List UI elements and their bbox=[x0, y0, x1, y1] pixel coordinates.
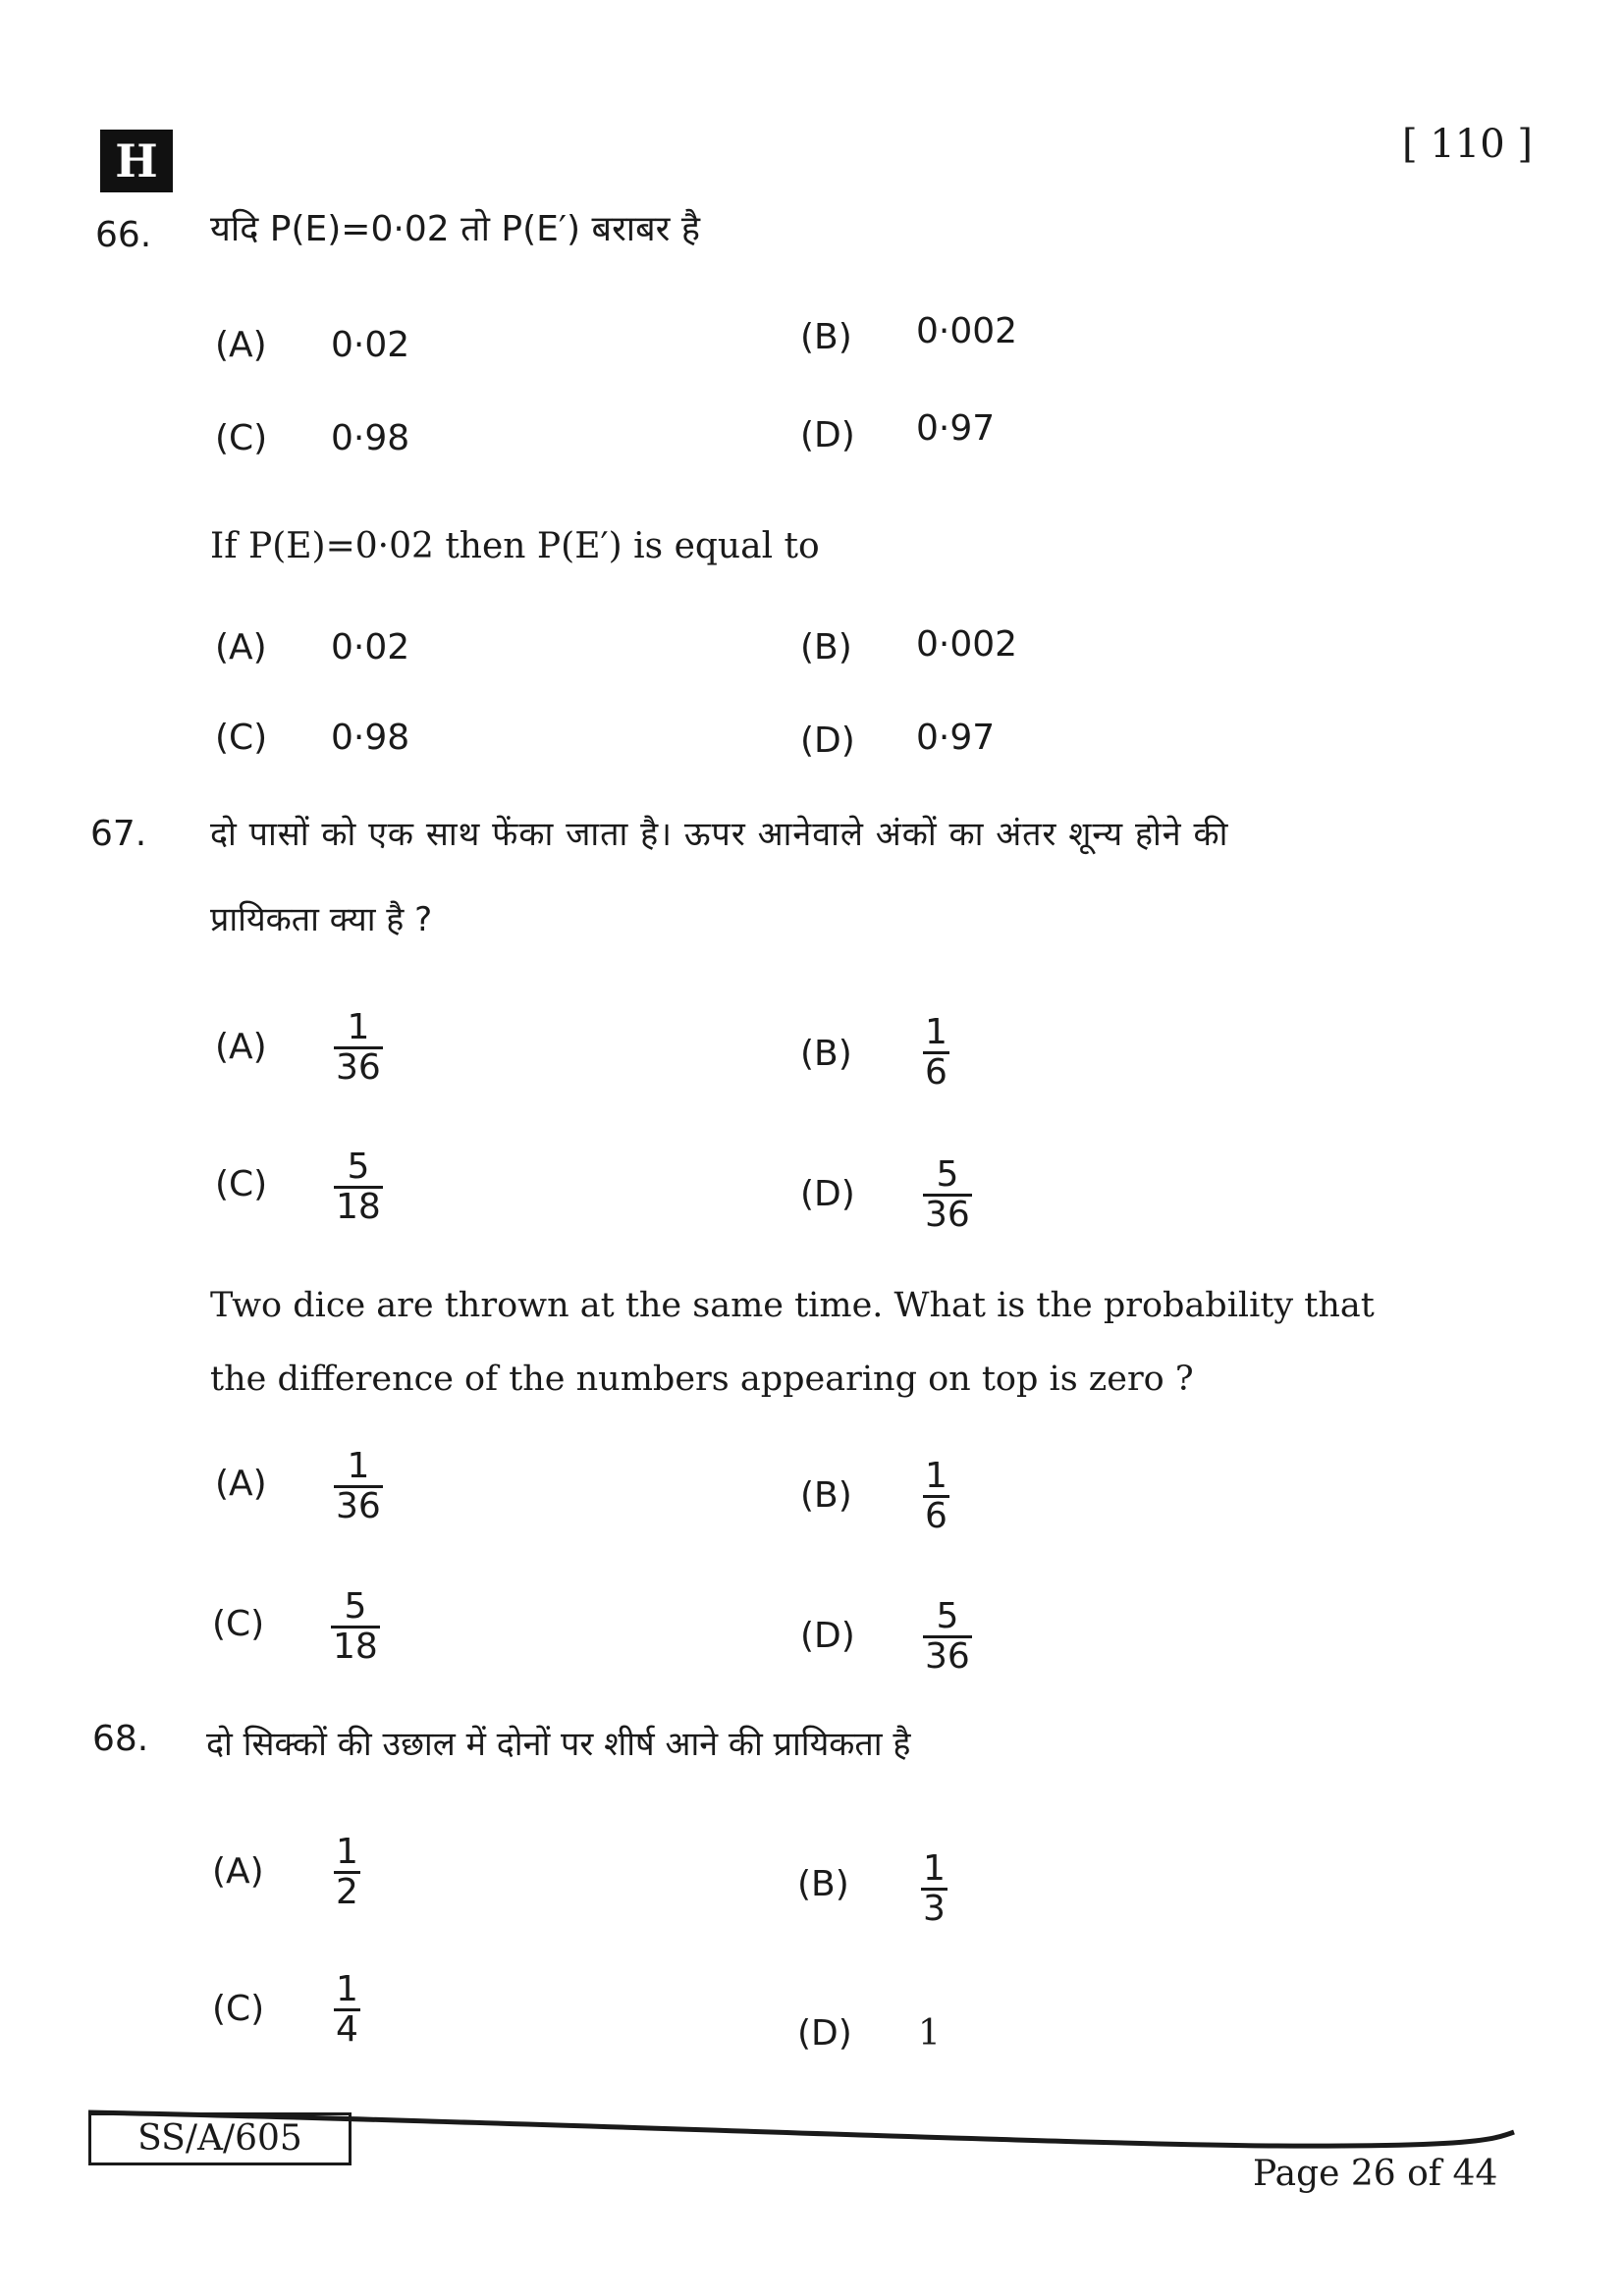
fraction: $\frac{1}{2}$ bbox=[336, 1832, 358, 1912]
option-label: (D) bbox=[800, 1616, 855, 1656]
option-value: 0·02 bbox=[331, 325, 410, 365]
fraction: $\frac{5}{36}$ bbox=[925, 1596, 970, 1677]
option-label: (B) bbox=[800, 317, 852, 357]
set-label-badge: H bbox=[100, 130, 173, 192]
option-label: (B) bbox=[800, 1034, 852, 1074]
fraction: $\frac{5}{36}$ bbox=[925, 1154, 970, 1235]
option-value: 0·98 bbox=[331, 718, 410, 758]
fraction: $\frac{1}{36}$ bbox=[336, 1446, 381, 1526]
option-value: 1 bbox=[918, 2013, 941, 2054]
question-text-hindi: दो पासों को एक साथ फेंका जाता है। ऊपर आनेवाले अंकों का अंतर शून्य होने की bbox=[210, 815, 1229, 854]
option-value: 0·002 bbox=[916, 624, 1018, 665]
option-label: (C) bbox=[215, 1164, 268, 1204]
option-label: (C) bbox=[215, 418, 268, 458]
page-code: [ 110 ] bbox=[1402, 122, 1533, 167]
question-text-hindi: प्रायिकता क्या है ? bbox=[210, 900, 433, 939]
option-label: (B) bbox=[800, 627, 852, 667]
option-value: 0·97 bbox=[916, 408, 996, 449]
option-label: (D) bbox=[800, 415, 855, 455]
option-label: (C) bbox=[215, 718, 268, 758]
fraction: $\frac{5}{18}$ bbox=[333, 1586, 378, 1667]
option-label: (A) bbox=[215, 627, 267, 667]
option-label: (D) bbox=[797, 2013, 852, 2054]
question-text-english: If P(E)=0·02 then P(E′) is equal to bbox=[210, 526, 820, 566]
fraction: $\frac{1}{4}$ bbox=[336, 1969, 358, 2050]
question-number: 67. bbox=[90, 814, 147, 854]
question-text-hindi: दो सिक्कों की उछाल में दोनों पर शीर्ष आने की प्रायिकता है bbox=[206, 1725, 911, 1764]
question-text-english: the difference of the numbers appearing on top is zero ? bbox=[210, 1360, 1194, 1399]
option-label: (B) bbox=[800, 1475, 852, 1516]
option-label: (B) bbox=[797, 1864, 849, 1904]
question-text-english: Two dice are thrown at the same time. What is the probability that bbox=[210, 1286, 1375, 1325]
option-label: (C) bbox=[212, 1989, 265, 2029]
option-value: 0·97 bbox=[916, 718, 996, 758]
option-label: (A) bbox=[212, 1851, 264, 1892]
fraction: $\frac{1}{36}$ bbox=[336, 1007, 381, 1088]
option-label: (D) bbox=[800, 721, 855, 761]
fraction: $\frac{1}{6}$ bbox=[925, 1012, 947, 1093]
option-label: (A) bbox=[215, 1027, 267, 1067]
option-label: (A) bbox=[215, 325, 267, 365]
paper-code: SS/A/605 bbox=[88, 2112, 352, 2165]
question-text-hindi: यदि P(E)=0·02 तो P(E′) बराबर है bbox=[210, 209, 700, 249]
fraction: $\frac{1}{3}$ bbox=[923, 1848, 946, 1929]
page-number: Page 26 of 44 bbox=[1253, 2154, 1498, 2194]
fraction: $\frac{1}{6}$ bbox=[925, 1456, 947, 1536]
question-number: 66. bbox=[95, 215, 152, 255]
option-value: 0·02 bbox=[331, 627, 410, 667]
option-value: 0·98 bbox=[331, 418, 410, 458]
option-value: 0·002 bbox=[916, 311, 1018, 351]
option-label: (A) bbox=[215, 1464, 267, 1504]
option-label: (C) bbox=[212, 1604, 265, 1644]
option-label: (D) bbox=[800, 1174, 855, 1214]
fraction: $\frac{5}{18}$ bbox=[336, 1147, 381, 1227]
question-number: 68. bbox=[92, 1719, 149, 1759]
